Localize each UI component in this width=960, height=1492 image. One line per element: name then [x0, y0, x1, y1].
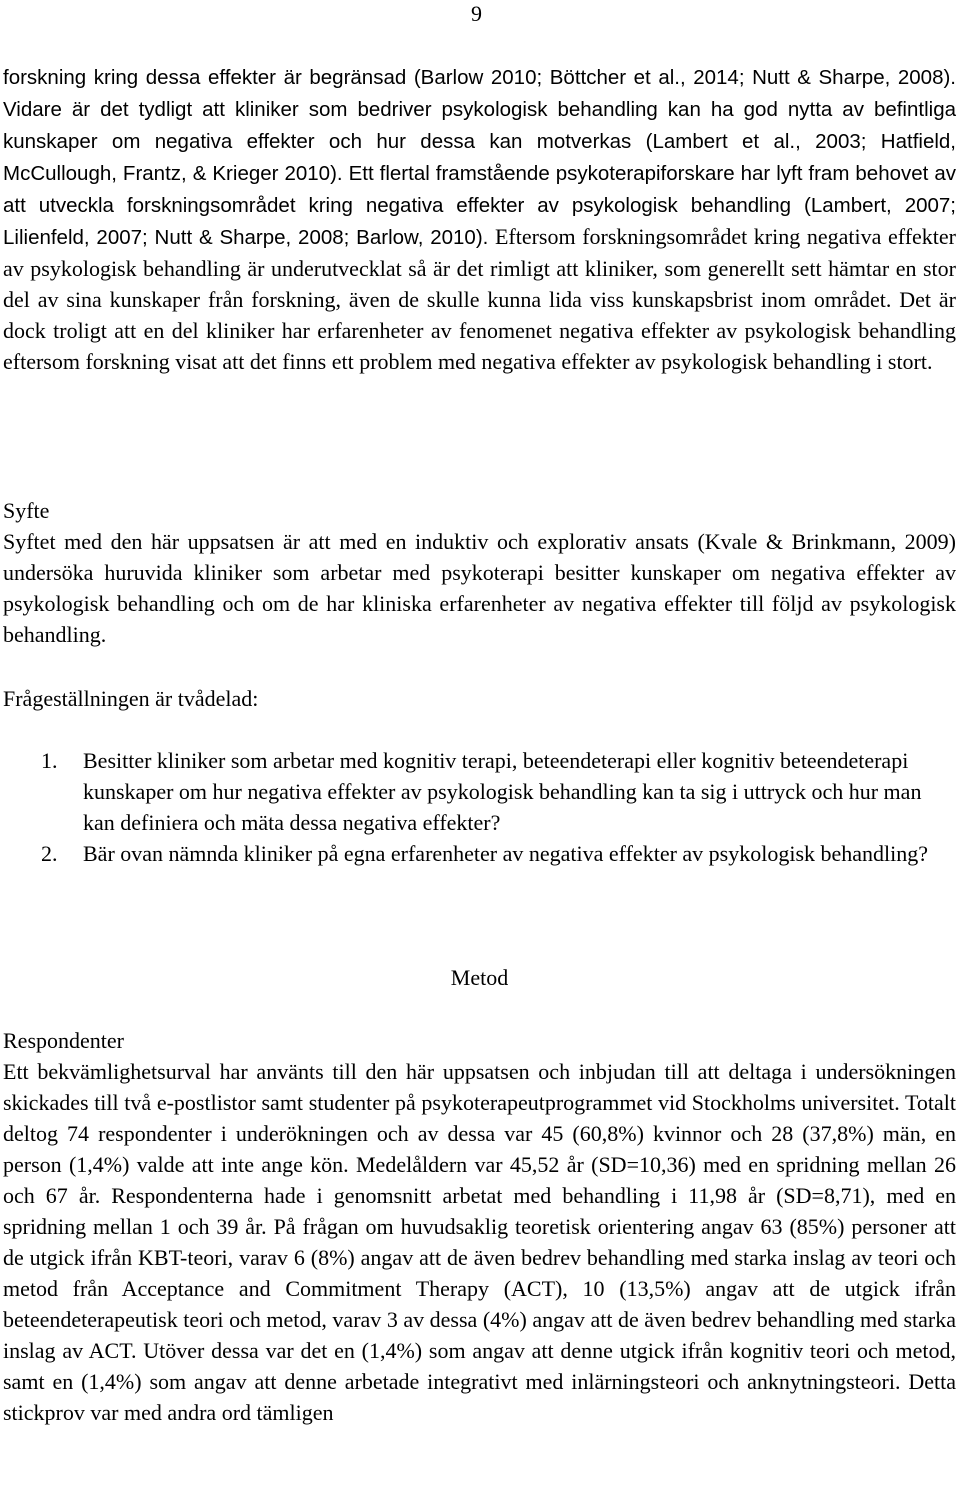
- intro-text-serif-segment: Eftersom forskningsområdet kring negativa effekter av psykologisk behandling är underutvecklat så är det rimligt att kliniker, som generellt sett hämtar en stor del av sina kunskaper från forskning, även de skulle kunna lida viss kunskapsbrist inom området. Det är dock troligt att en del kliniker har erfarenheter av fenomenet negativa effekter av psykologisk behandling eftersom forskning visat att det finns ett problem med negativa effekter av psykologisk behandling i stort.: [3, 224, 956, 374]
- document-page: [3, 0, 956, 1492]
- question-number: 1.: [41, 748, 58, 773]
- research-questions-heading: Frågeställningen är tvådelad:: [3, 686, 259, 711]
- question-item-1: [3, 745, 956, 838]
- page-number: 9: [471, 1, 482, 26]
- respondenter-heading: Respondenter: [3, 1028, 124, 1053]
- question-item-2: [3, 838, 956, 869]
- syfte-heading: Syfte: [3, 498, 50, 523]
- question-number: 2.: [41, 841, 58, 866]
- question-text: Besitter kliniker som arbetar med kognitiv terapi, beteendeterapi eller kognitiv beteendeterapi kunskaper om hur negativa effekter av psykologisk behandling kan ta sig i uttryck och hur man kan definiera och mäta dessa negativa effekter?: [83, 748, 922, 835]
- question-text: Bär ovan nämnda kliniker på egna erfarenheter av negativa effekter av psykologisk behandling?: [83, 841, 929, 866]
- syfte-paragraph: Syftet med den här uppsatsen är att med en induktiv och explorativ ansats (Kvale & Brinkmann, 2009) undersöka huruvida kliniker som arbetar med psykoterapi besitter kunskaper om negativa effekter av psykologisk behandling och om de har kliniska erfarenheter av negativa effekter till följd av psykologisk behandling.: [3, 529, 956, 647]
- metod-heading: Metod: [450, 965, 509, 990]
- research-questions-list: [3, 745, 956, 869]
- intro-paragraph: [3, 61, 956, 377]
- intro-text-sans-segment: forskning kring dessa effekter är begränsad (Barlow 2010; Böttcher et al., 2014; Nutt & Sharpe, 2008). Vidare är det tydligt att kliniker som bedriver psykologisk behandling kan ha god nytta av befintliga kunskaper om negativa effekter och hur dessa kan motverkas (Lambert et al., 2003; Hatfield, McCullough, Frantz, & Krieger 2010). Ett flertal framstående psykoterapiforskare har lyft fram behovet av att utveckla forskningsområdet kring negativa effekter av psykologisk behandling (Lambert, 2007; Lilienfeld, 2007; Nutt & Sharpe, 2008; Barlow, 2010).: [3, 66, 956, 249]
- respondenter-paragraph: Ett bekvämlighetsurval har använts till den här uppsatsen och inbjudan till att deltaga i undersökningen skickades till två e-postlistor samt studenter på psykoterapeutprogrammet vid Stockholms universitet. Totalt deltog 74 respondenter i underökningen och av dessa var 45 (60,8%) kvinnor och 28 (37,8%) män, en person (1,4%) valde att inte ange kön. Medelåldern var 45,52 år (SD=10,36) med en spridning mellan 26 och 67 år. Respondenterna hade i genomsnitt arbetat med behandling i 11,98 år (SD=8,71), med en spridning mellan 1 och 39 år. På frågan om huvudsaklig teoretisk orientering angav 63 (85%) personer att de utgick ifrån KBT-teori, varav 6 (8%) angav att de även bedrev behandling med starka inslag av teori och metod från Acceptance and Commitment Therapy (ACT), 10 (13,5%) angav att de utgick ifrån beteendeterapeutisk teori och metod, varav 3 av dessa (4%) angav att de även bedrev behandling med starka inslag av ACT. Utöver dessa var det en (1,4%) som angav att denne utgick ifrån kognitiv teori och metod, samt en (1,4%) som angav att denne arbetade integrativt med inlärningsteori och anknytningsteori. Detta stickprov var med andra ord tämligen: [3, 1059, 956, 1425]
